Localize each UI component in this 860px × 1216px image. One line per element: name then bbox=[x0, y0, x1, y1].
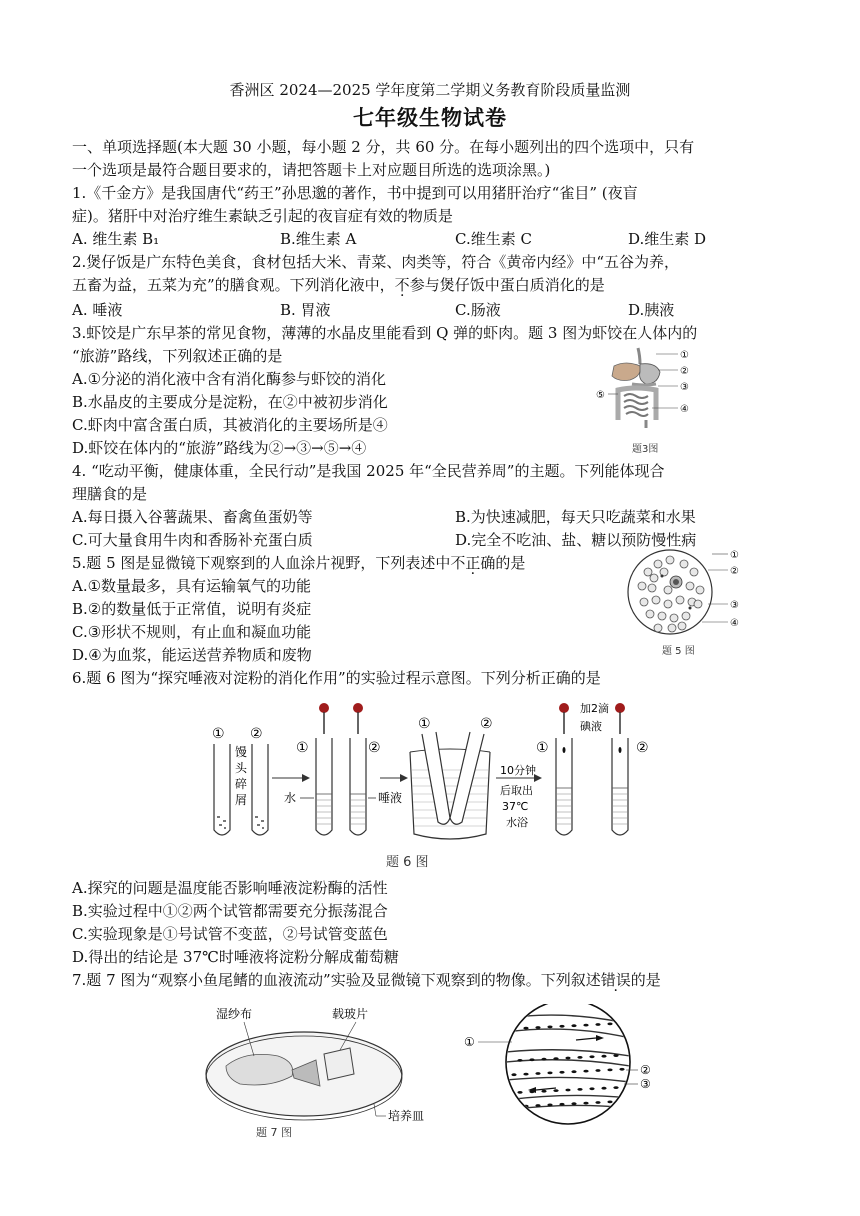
q3-stem-line2: “旅游”路线，下列叙述正确的是 bbox=[72, 347, 283, 365]
q6-stage1-tube1 bbox=[214, 744, 230, 835]
q1-option-d: D.维生素 D bbox=[628, 230, 707, 248]
q7-stem-pre: 7.题 7 图为“观察小鱼尾鳍的血液流动”实验及显微镜下观察到的物像。下列叙述 bbox=[72, 971, 601, 989]
q6-stem-line1: 6.题 6 图为“探究唾液对淀粉的消化作用”的实验过程示意图。下列分析正确的是 bbox=[72, 669, 601, 687]
blood-cell-dot bbox=[607, 1101, 612, 1104]
red-blood-cell bbox=[690, 568, 698, 576]
red-blood-cell bbox=[638, 582, 646, 590]
q3-option-b: B.水晶皮的主要成分是淀粉，在②中被初步消化 bbox=[72, 393, 388, 411]
q6-stage4-tube1-label: ① bbox=[536, 740, 549, 756]
q6-stage1-tube2 bbox=[252, 744, 268, 835]
exam-subtitle: 香洲区 2024—2025 学年度第二学期义务教育阶段质量监测 bbox=[229, 81, 631, 99]
blood-cell-dot bbox=[541, 1058, 546, 1061]
blood-cell-dot bbox=[595, 1101, 600, 1104]
liver-shape bbox=[612, 363, 640, 381]
q6-fig-caption: 题 6 图 bbox=[386, 855, 429, 870]
q6-bath-text-2: 后取出 bbox=[500, 784, 533, 797]
q5-label-4: ④ bbox=[730, 618, 739, 629]
platelet bbox=[689, 607, 692, 610]
q7-label-2: ② bbox=[640, 1063, 651, 1077]
red-blood-cell bbox=[664, 586, 672, 594]
dropper-bulb bbox=[319, 703, 329, 713]
blood-cell-dot bbox=[559, 1103, 564, 1106]
blood-cell-dot bbox=[577, 1056, 582, 1059]
blood-cell-dot bbox=[601, 1055, 606, 1058]
red-blood-cell bbox=[646, 610, 654, 618]
q7-stem-line1 bbox=[72, 970, 661, 990]
q2-option-c: C.肠液 bbox=[455, 301, 501, 319]
esophagus-shape bbox=[638, 348, 640, 364]
red-blood-cell bbox=[640, 598, 648, 606]
red-blood-cell bbox=[648, 584, 656, 592]
q6-option-a: A.探究的问题是温度能否影响唾液淀粉酶的活性 bbox=[72, 879, 388, 897]
red-blood-cell bbox=[644, 568, 652, 576]
blood-cell-dot bbox=[517, 1091, 522, 1094]
q2-option-b: B. 胃液 bbox=[280, 301, 331, 319]
blood-cell-dot bbox=[547, 1072, 552, 1075]
q5-stem-line1 bbox=[72, 553, 525, 573]
q6-bread-char: 碎 bbox=[235, 777, 248, 791]
dropper-bulb bbox=[353, 703, 363, 713]
section-intro-line2: 一个选项是最符合题目要求的，请把答题卡上对应题目所选的选项涂黑。) bbox=[72, 161, 551, 179]
blood-cell-dot bbox=[529, 1058, 534, 1061]
q2-stem-line2-post: 参与煲仔饭中蛋白质消化的是 bbox=[409, 276, 605, 294]
q2-emphasis: 不 bbox=[394, 276, 410, 294]
blood-cell-dot bbox=[589, 1055, 594, 1058]
blood-cell-dot bbox=[535, 1072, 540, 1075]
stomach-shape bbox=[640, 364, 660, 384]
q5-option-d: D.④为血浆，能运送营养物质和废物 bbox=[72, 646, 312, 664]
q6-stage1-bread-crumbs bbox=[217, 816, 264, 829]
blood-cell-dot bbox=[553, 1057, 558, 1060]
q2-stem-line2-pre: 五畜为益，五菜为充”的膳食观。下列消化液中， bbox=[72, 276, 395, 294]
q1-stem-line1: 1.《千金方》是我国唐代“药王”孙思邈的著作，书中提到可以用猪肝治疗“雀目” (夜盲 bbox=[72, 184, 638, 202]
q2-option-d: D.胰液 bbox=[628, 301, 675, 319]
blood-cell-dot bbox=[571, 1024, 576, 1027]
blood-cell-dot bbox=[511, 1105, 516, 1108]
q3-label-3: ③ bbox=[680, 382, 689, 393]
q5-option-c: C.③形状不规则，有止血和凝血功能 bbox=[72, 623, 312, 641]
blood-cell-dot bbox=[589, 1087, 594, 1090]
q3-stem-line1: 3.虾饺是广东早茶的常见食物，薄薄的水晶皮里能看到 Q 弹的虾肉。题 3 图为虾饺在人体内的 bbox=[72, 324, 698, 342]
q6-bread-char: 馒 bbox=[235, 745, 248, 759]
q6-stage2-liquid bbox=[317, 800, 365, 824]
blood-cell-dot bbox=[583, 1024, 588, 1027]
q4-option-b: B.为快速减肥，每天只吃蔬菜和水果 bbox=[455, 508, 696, 526]
q3-label-4: ④ bbox=[680, 404, 689, 415]
q6-bath-text-1: 10分钟 bbox=[500, 764, 536, 777]
blood-cell-dot bbox=[595, 1023, 600, 1026]
blood-cell-dot bbox=[541, 1090, 546, 1093]
q5-stem-post: 的是 bbox=[495, 554, 526, 572]
red-blood-cell bbox=[686, 582, 694, 590]
blood-cell-dot bbox=[547, 1026, 552, 1029]
blood-cell-dot bbox=[613, 1086, 618, 1089]
blood-cell-dot bbox=[565, 1089, 570, 1092]
blood-cell-dot bbox=[613, 1054, 618, 1057]
q2-stem-line1: 2.煲仔饭是广东特色美食，食材包括大米、青菜、肉类等，符合《黄帝内经》中“五谷为养， bbox=[72, 253, 679, 271]
small-intestine-shape bbox=[624, 394, 648, 416]
q5-fig-caption: 题 5 图 bbox=[662, 646, 695, 657]
q4-option-c: C.可大量食用牛肉和香肠补充蛋白质 bbox=[72, 531, 313, 549]
q6-iodine-text-2: 碘液 bbox=[580, 720, 602, 733]
glass-slide bbox=[324, 1048, 354, 1080]
q5-blood-smear-figure bbox=[618, 542, 748, 660]
q4-stem-line2: 理膳食的是 bbox=[72, 485, 148, 503]
section-intro-line1: 一、单项选择题(本大题 30 小题，每小题 2 分，共 60 分。在每小题列出的四个选项中，只有 bbox=[72, 138, 695, 156]
q5-label-3: ③ bbox=[730, 600, 739, 611]
red-blood-cell bbox=[680, 560, 688, 568]
q6-stage3-tube2-label: ② bbox=[480, 716, 493, 732]
blood-cell-dot bbox=[553, 1089, 558, 1092]
q6-stage4-tube2-label: ② bbox=[636, 740, 649, 756]
q1-stem-line2: 症)。猪肝中对治疗维生素缺乏引起的夜盲症有效的物质是 bbox=[72, 207, 453, 225]
q6-iodine-text-1: 加2滴 bbox=[580, 702, 609, 715]
blood-cell-dot bbox=[559, 1071, 564, 1074]
q6-stage2-tube2-label: ② bbox=[368, 740, 381, 756]
q6-stage2-tube1-label: ① bbox=[296, 740, 309, 756]
q5-option-b: B.②的数量低于正常值，说明有炎症 bbox=[72, 600, 312, 618]
q6-saliva-label: 唾液 bbox=[378, 791, 403, 805]
exam-title: 七年级生物试卷 bbox=[353, 106, 507, 130]
q4-stem-line1: 4. “吃动平衡，健康体重，全民行动”是我国 2025 年“全民营养周”的主题。下列能体现合 bbox=[72, 462, 665, 480]
q5-option-a: A.①数量最多，具有运输氧气的功能 bbox=[72, 577, 312, 595]
q3-digestive-figure bbox=[596, 342, 704, 457]
q7-emphasis: 错误 bbox=[600, 971, 631, 989]
q1-option-a: A. 维生素 B₁ bbox=[72, 230, 160, 248]
red-blood-cell bbox=[654, 560, 662, 568]
blood-cell-dot bbox=[517, 1059, 522, 1062]
q6-stage2-tube1 bbox=[316, 738, 332, 835]
red-blood-cell bbox=[654, 624, 662, 632]
q7-gauze-label: 湿纱布 bbox=[216, 1007, 253, 1021]
blood-cell-dot bbox=[619, 1022, 624, 1025]
pancreas-shape bbox=[632, 384, 656, 385]
blood-cell-dot bbox=[535, 1026, 540, 1029]
q6-stage3-tube1-label: ① bbox=[418, 716, 431, 732]
q3-option-a: A.①分泌的消化液中含有消化酶参与虾饺的消化 bbox=[72, 370, 387, 388]
blood-cell-dot bbox=[571, 1070, 576, 1073]
q7-label-1: ① bbox=[464, 1035, 475, 1049]
red-blood-cell bbox=[666, 556, 674, 564]
platelet bbox=[661, 575, 664, 578]
blood-cell-dot bbox=[523, 1073, 528, 1076]
red-blood-cell bbox=[678, 622, 686, 630]
large-intestine-shape bbox=[618, 388, 656, 420]
blood-cell-dot bbox=[547, 1104, 552, 1107]
dropper-bulb bbox=[559, 703, 569, 713]
blood-cell-dot bbox=[535, 1104, 540, 1107]
red-blood-cell bbox=[694, 600, 702, 608]
q3-label-5: ⑤ bbox=[596, 390, 605, 401]
q3-option-d: D.虾饺在体内的“旅游”路线为②→③→⑤→④ bbox=[72, 439, 367, 457]
blood-cell-dot bbox=[601, 1087, 606, 1090]
blood-cell-dot bbox=[511, 1073, 516, 1076]
q6-experiment-figure bbox=[200, 694, 670, 870]
q6-bread-char: 屑 bbox=[235, 793, 248, 807]
blood-cell-dot bbox=[595, 1069, 600, 1072]
q2-option-a: A. 唾液 bbox=[72, 301, 123, 319]
q1-option-b: B.维生素 A bbox=[280, 230, 357, 248]
q6-stage2-tube2 bbox=[350, 738, 366, 835]
blood-cell-dot bbox=[523, 1027, 528, 1030]
red-blood-cell bbox=[664, 600, 672, 608]
blood-cell-dot bbox=[607, 1023, 612, 1026]
q5-stem-pre: 5.题 5 图是显微镜下观察到的人血涂片视野，下列表述中 bbox=[72, 554, 451, 572]
red-blood-cell bbox=[676, 596, 684, 604]
white-blood-cell-nucleus bbox=[673, 579, 679, 585]
q2-stem-line2 bbox=[72, 275, 605, 295]
blood-cell-dot bbox=[583, 1070, 588, 1073]
blood-cell-dot bbox=[559, 1025, 564, 1028]
q7-slide-label: 载玻片 bbox=[332, 1007, 369, 1021]
q6-stage1-tube2-label: ② bbox=[250, 726, 263, 742]
q3-option-c: C.虾肉中富含蛋白质，其被消化的主要场所是④ bbox=[72, 416, 388, 434]
blood-cell-dot bbox=[571, 1102, 576, 1105]
red-blood-cell bbox=[652, 596, 660, 604]
q6-stage1-tube1-label: ① bbox=[212, 726, 225, 742]
red-blood-cell bbox=[682, 612, 690, 620]
red-blood-cell bbox=[670, 614, 678, 622]
q6-option-c: C.实验现象是①号试管不变蓝，②号试管变蓝色 bbox=[72, 925, 388, 943]
q4-option-a: A.每日摄入谷薯蔬果、畜禽鱼蛋奶等 bbox=[72, 508, 313, 526]
red-blood-cell bbox=[650, 574, 658, 582]
q3-label-2: ② bbox=[680, 366, 689, 377]
q6-bath-text-3: 37℃ bbox=[502, 800, 529, 813]
q6-stage4-liquid bbox=[557, 794, 627, 824]
blood-cell-dot bbox=[583, 1102, 588, 1105]
q6-bath-text-4: 水浴 bbox=[506, 816, 528, 829]
dropper-bulb bbox=[615, 703, 625, 713]
q6-bread-char: 头 bbox=[235, 761, 248, 775]
q3-fig-caption: 题3图 bbox=[632, 444, 659, 455]
blood-cell-dot bbox=[565, 1057, 570, 1060]
q7-label-3: ③ bbox=[640, 1077, 651, 1091]
q7-fish-figure bbox=[196, 1004, 666, 1140]
q6-option-b: B.实验过程中①②两个试管都需要充分振荡混合 bbox=[72, 902, 388, 920]
blood-cell-dot bbox=[619, 1100, 624, 1103]
q4-option-d: D.完全不吃油、盐、糖以预防慢性病 bbox=[455, 531, 697, 549]
q6-option-d: D.得出的结论是 37℃时唾液将淀粉分解成葡萄糖 bbox=[72, 948, 399, 966]
blood-cell-dot bbox=[607, 1069, 612, 1072]
q5-label-1: ① bbox=[730, 550, 739, 561]
q6-water-label: 水 bbox=[284, 791, 297, 805]
red-blood-cell bbox=[696, 586, 704, 594]
q1-option-c: C.维生素 C bbox=[455, 230, 532, 248]
q7-fig-caption: 题 7 图 bbox=[256, 1126, 292, 1139]
iodine-drop bbox=[619, 747, 622, 753]
blood-cell-dot bbox=[619, 1068, 624, 1071]
iodine-drop bbox=[563, 747, 566, 753]
red-blood-cell bbox=[668, 624, 676, 632]
q3-label-1: ① bbox=[680, 350, 689, 361]
q7-dish-label: 培养皿 bbox=[388, 1109, 425, 1123]
q6-bread-label bbox=[235, 744, 248, 807]
q7-stem-post: 的是 bbox=[630, 971, 661, 989]
q5-emphasis: 不正确 bbox=[450, 554, 496, 572]
red-blood-cell bbox=[658, 612, 666, 620]
q5-label-2: ② bbox=[730, 566, 739, 577]
blood-cell-dot bbox=[577, 1088, 582, 1091]
